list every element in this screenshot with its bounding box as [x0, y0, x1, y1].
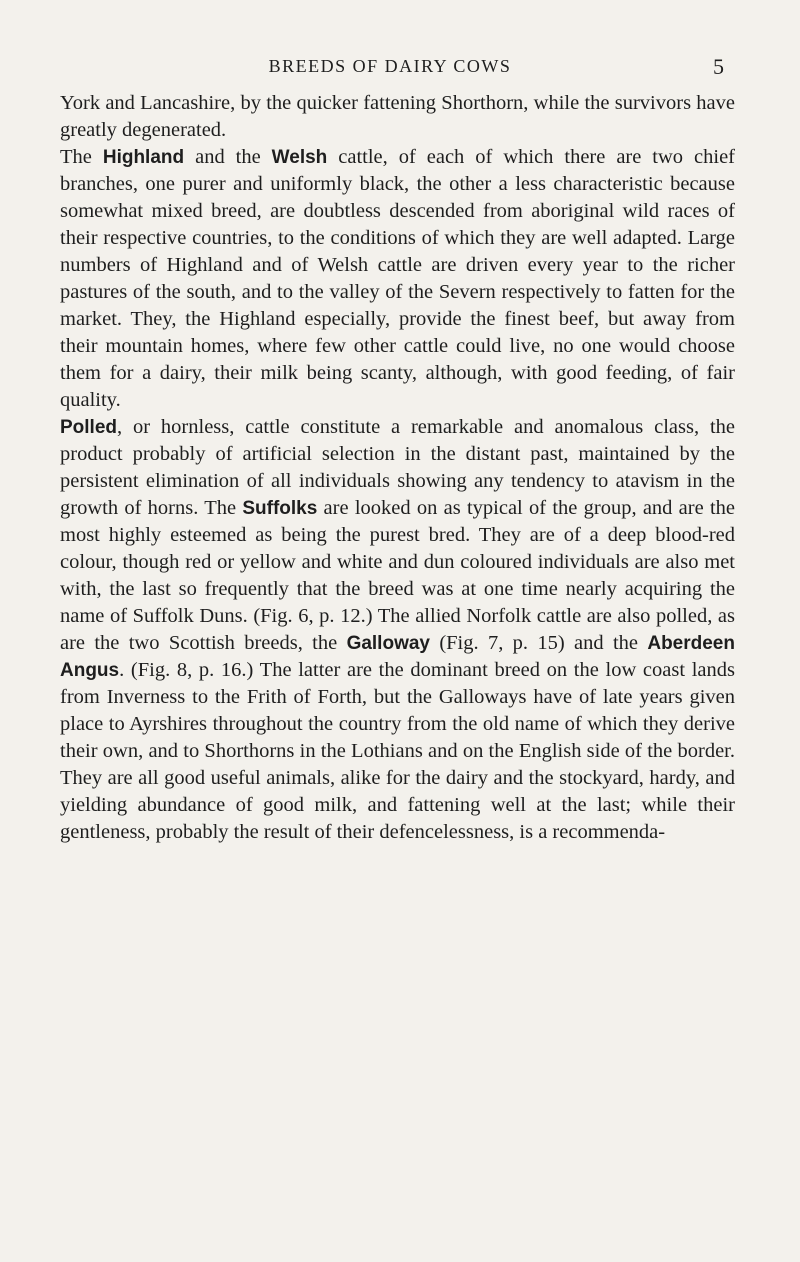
- paragraph-1: York and Lancashire, by the quicker fattening Shorthorn, while the survivors have greatly degenerated.: [60, 92, 735, 141]
- term-welsh: Welsh: [271, 147, 328, 168]
- term-suffolks: Suffolks: [242, 498, 318, 519]
- term-galloway: Galloway: [346, 633, 430, 654]
- term-polled: Polled: [60, 417, 118, 438]
- term-highland: Highland: [102, 147, 185, 168]
- paragraph-2: The Highland and the Welsh cattle, of each of which there are two chief branches, one purer and uniformly black, the other a less characteristic because somewhat mixed breed, are doubtless descended from aboriginal wild races of their respective countries, to the conditions of which they are well adapted. Large numbers of Highland and of Welsh cattle are driven every year to the richer pastures of the south, and to the valley of the Severn respectively to fatten for the market. They, the Highland especially, provide the finest beef, but away from their mountain homes, where few other cattle could live, no one would choose them for a dairy, their milk being scanty, although, with good feeding, of fair quality.: [60, 146, 735, 411]
- term-aberdeen-angus: Aberdeen Angus: [60, 633, 735, 681]
- running-head: [60, 50, 724, 84]
- body-text: [60, 90, 735, 846]
- page-number: 5: [713, 54, 724, 79]
- paragraph-3: Polled, or hornless, cattle constitute a remarkable and anomalous class, the product probably of artificial selection in the distant past, maintained by the persistent elimination of all individuals showing any tendency to atavism in the growth of horns. The Suffolks are looked on as typical of the group, and are the most highly esteemed as being the purest bred. They are of a deep blood-red colour, though red or yellow and white and dun coloured individuals are also met with, the last so frequently that the breed was at one time nearly acquiring the name of Suffolk Duns. (Fig. 6, p. 12.) The allied Norfolk cattle are also polled, as are the two Scottish breeds, the Galloway (Fig. 7, p. 15) and the Aberdeen Angus. (Fig. 8, p. 16.) The latter are the dominant breed on the low coast lands from Inverness to the Frith of Forth, but the Galloways have of late years given place to Ayrshires throughout the country from the old name of which they derive their own, and to Shorthorns in the Lothians and on the English side of the border. They are all good useful animals, alike for the dairy and the stockyard, hardy, and yielding abundance of good milk, and fattening well at the last; while their gentleness, probably the result of their defencelessness, is a recommenda-: [60, 416, 735, 843]
- running-title: BREEDS OF DAIRY COWS: [268, 56, 512, 76]
